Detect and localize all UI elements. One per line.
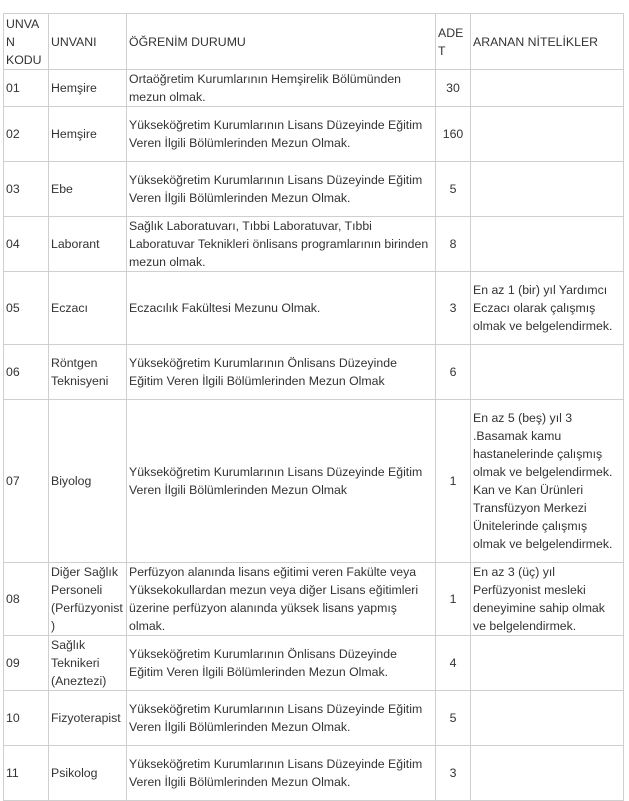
header-title: UNVANI (49, 14, 127, 70)
cell-code: 03 (4, 162, 49, 217)
table-row (4, 162, 624, 217)
cell-title: Eczacı (49, 272, 127, 345)
cell-education: Yükseköğretim Kurumlarının Lisans Düzeyinde Eğitim Veren İlgili Bölümlerinden Mezun Olmak. (127, 107, 436, 162)
cell-qualifications (471, 345, 624, 400)
cell-education: Yükseköğretim Kurumlarının Lisans Düzeyinde Eğitim Veren İlgili Bölümlerinden Mezun Olmak. (127, 746, 436, 801)
cell-title: Biyolog (49, 400, 127, 563)
cell-code: 02 (4, 107, 49, 162)
table-row (4, 70, 624, 107)
header-education: ÖĞRENİM DURUMU (127, 14, 436, 70)
table-row (4, 563, 624, 636)
table-row (4, 691, 624, 746)
cell-code: 01 (4, 70, 49, 107)
cell-education: Perfüzyon alanında lisans eğitimi veren Fakülte veya Yüksekokullardan mezun veya diğer Lisans eğitimleri üzerine perfüzyon alanında yüksek lisans yapmış olmak. (127, 563, 436, 636)
cell-title: Hemşire (49, 107, 127, 162)
cell-count: 5 (436, 162, 471, 217)
cell-count: 8 (436, 217, 471, 272)
cell-education: Yükseköğretim Kurumlarının Önlisans Düzeyinde Eğitim Veren İlgili Bölümlerinden Mezun Olmak (127, 345, 436, 400)
cell-qualifications (471, 746, 624, 801)
cell-qualifications: En az 3 (üç) yıl Perfüzyonist mesleki deneyimine sahip olmak ve belgelendirmek. (471, 563, 624, 636)
positions-table (3, 13, 624, 801)
cell-title: Psikolog (49, 746, 127, 801)
cell-code: 09 (4, 636, 49, 691)
cell-count: 1 (436, 563, 471, 636)
cell-title: Hemşire (49, 70, 127, 107)
table-row (4, 636, 624, 691)
cell-qualifications (471, 217, 624, 272)
header-code: UNVAN KODU (4, 14, 49, 70)
cell-code: 10 (4, 691, 49, 746)
cell-count: 30 (436, 70, 471, 107)
cell-code: 04 (4, 217, 49, 272)
cell-title: Fizyoterapist (49, 691, 127, 746)
cell-education: Yükseköğretim Kurumlarının Önlisans Düzeyinde Eğitim Veren İlgili Bölümlerinden Mezun Olmak. (127, 636, 436, 691)
cell-title: Laborant (49, 217, 127, 272)
cell-count: 160 (436, 107, 471, 162)
cell-education: Yükseköğretim Kurumlarının Lisans Düzeyinde Eğitim Veren İlgili Bölümlerinden Mezun Olmak. (127, 162, 436, 217)
cell-education: Yükseköğretim Kurumlarının Lisans Düzeyinde Eğitim Veren İlgili Bölümlerinden Mezun Olmak (127, 400, 436, 563)
cell-code: 06 (4, 345, 49, 400)
cell-qualifications (471, 107, 624, 162)
cell-education: Eczacılık Fakültesi Mezunu Olmak. (127, 272, 436, 345)
cell-education: Yükseköğretim Kurumlarının Lisans Düzeyinde Eğitim Veren İlgili Bölümlerinden Mezun Olmak. (127, 691, 436, 746)
cell-education: Ortaöğretim Kurumlarının Hemşirelik Bölümünden mezun olmak. (127, 70, 436, 107)
header-count: ADET (436, 14, 471, 70)
cell-qualifications (471, 691, 624, 746)
table-row (4, 107, 624, 162)
cell-count: 1 (436, 400, 471, 563)
table-row (4, 272, 624, 345)
cell-count: 3 (436, 272, 471, 345)
cell-title: Sağlık Teknikeri (Aneztezi) (49, 636, 127, 691)
header-row (4, 14, 624, 70)
cell-qualifications: En az 1 (bir) yıl Yardımcı Eczacı olarak çalışmış olmak ve belgelendirmek. (471, 272, 624, 345)
cell-qualifications (471, 70, 624, 107)
cell-count: 3 (436, 746, 471, 801)
cell-title: Diğer Sağlık Personeli (Perfüzyonist) (49, 563, 127, 636)
table-row (4, 400, 624, 563)
table-row (4, 345, 624, 400)
cell-count: 5 (436, 691, 471, 746)
cell-title: Röntgen Teknisyeni (49, 345, 127, 400)
table-row (4, 217, 624, 272)
cell-qualifications (471, 636, 624, 691)
cell-count: 4 (436, 636, 471, 691)
cell-education: Sağlık Laboratuvarı, Tıbbi Laboratuvar, Tıbbi Laboratuvar Teknikleri önlisans programlarının birinden mezun olmak. (127, 217, 436, 272)
cell-code: 07 (4, 400, 49, 563)
header-qualifications: ARANAN NİTELİKLER (471, 14, 624, 70)
cell-count: 6 (436, 345, 471, 400)
table-row (4, 746, 624, 801)
cell-code: 05 (4, 272, 49, 345)
cell-qualifications: En az 5 (beş) yıl 3 .Basamak kamu hastanelerinde çalışmış olmak ve belgelendirmek. Kan ve Kan Ürünleri Transfüzyon Merkezi Ünitelerinde çalışmış olmak ve belgelendirmek. (471, 400, 624, 563)
cell-qualifications (471, 162, 624, 217)
cell-title: Ebe (49, 162, 127, 217)
cell-code: 11 (4, 746, 49, 801)
cell-code: 08 (4, 563, 49, 636)
